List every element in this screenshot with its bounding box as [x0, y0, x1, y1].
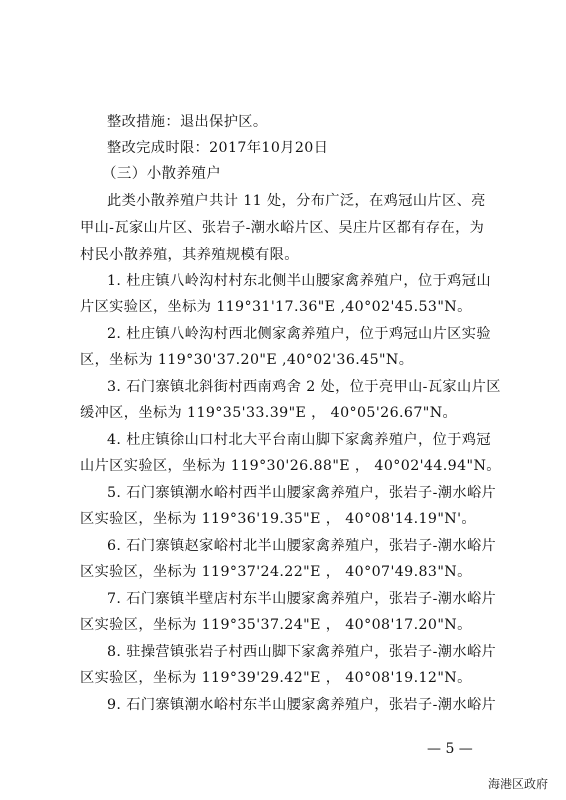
list-item: 8. 驻操营镇张岩子村西山脚下家禽养殖户，张岩子-潮水峪片 [107, 644, 497, 660]
text-line: 甲山-瓦家山片区、张岩子-潮水峪片区、吴庄片区都有存在，为 [80, 220, 485, 236]
text-line: 缓冲区，坐标为 119°35'33.39"E ， 40°05'26.67"N。 [80, 405, 458, 421]
list-item: 6. 石门寨镇赵家峪村北半山腰家禽养殖户，张岩子-潮水峪片 [107, 538, 497, 554]
text-line: 山片区实验区，坐标为 119°30'26.88"E ， 40°02'44.94"N。 [80, 458, 501, 474]
list-item: 5. 石门寨镇潮水峪村西半山腰家禽养殖户，张岩子-潮水峪片 [107, 485, 497, 501]
text-line: 村民小散养殖，其养殖规模有限。 [80, 247, 299, 263]
text-line: 区实验区，坐标为 119°35'37.24"E ， 40°08'17.20"N。 [80, 617, 472, 633]
text-line: 整改完成时限：2017年10月20日 [107, 140, 329, 156]
text-line: 区实验区，坐标为 119°37'24.22"E ， 40°07'49.83"N。 [80, 564, 472, 580]
list-item: 3. 石门寨镇北斜街村西南鸡舍 2 处，位于亮甲山-瓦家山片区 [107, 379, 501, 395]
list-item: 4. 杜庄镇徐山口村北大平台南山脚下家禽养殖户，位于鸡冠 [107, 432, 491, 448]
page-number: — 5 — [427, 741, 473, 757]
text-line: 区实验区，坐标为 119°36'19.35"E ， 40°08'14.19"N'。 [80, 511, 476, 527]
list-item: 7. 石门寨镇半壁店村东半山腰家禽养殖户，张岩子-潮水峪片 [107, 591, 497, 607]
list-item: 9. 石门寨镇潮水峪村东半山腰家禽养殖户，张岩子-潮水峪片 [107, 697, 497, 713]
text-line: 此类小散养殖户共计 11 处，分布广泛，在鸡冠山片区、亮 [107, 193, 486, 209]
text-line: 区实验区，坐标为 119°39'29.42"E ， 40°08'19.12"N。 [80, 670, 472, 686]
text-line: 片区实验区，坐标为 119°31'17.36"E ,40°02'45.53"N。 [80, 299, 472, 315]
list-item: 1. 杜庄镇八岭沟村村东北侧半山腰家禽养殖户，位于鸡冠山 [107, 273, 491, 289]
section-heading: （三）小散养殖户 [102, 166, 222, 182]
text-line: 区，坐标为 119°30'37.20"E ,40°02'36.45"N。 [80, 352, 414, 368]
text-line: 整改措施：退出保护区。 [107, 114, 268, 130]
publisher-watermark: 海港区政府 [487, 777, 548, 791]
list-item: 2. 杜庄镇八岭沟村西北侧家禽养殖户，位于鸡冠山片区实验 [107, 326, 491, 342]
